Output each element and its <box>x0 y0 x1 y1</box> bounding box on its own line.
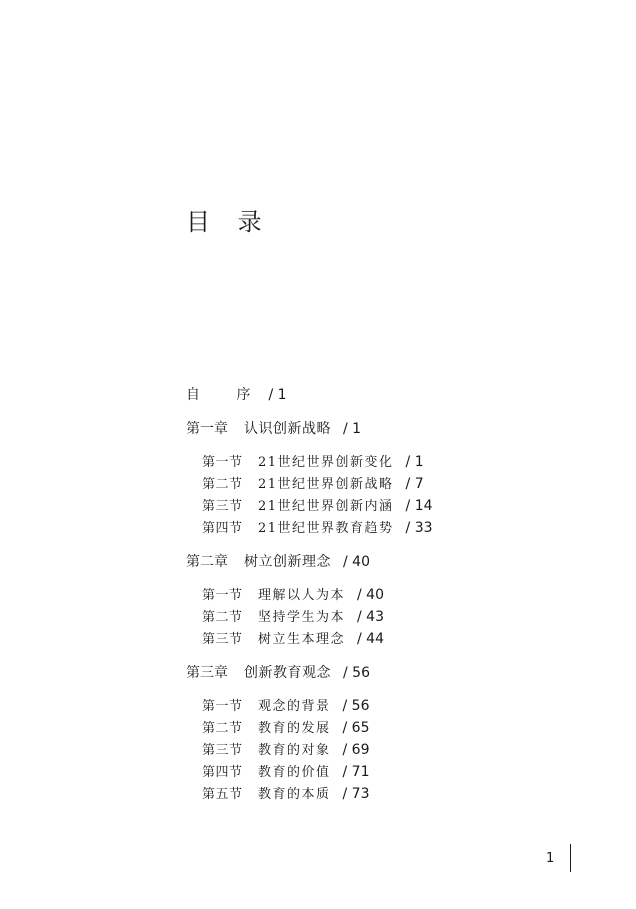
section-label: 第一节 <box>202 699 243 714</box>
toc-entry-chapter-1[interactable] <box>186 418 566 440</box>
section-page: / 40 <box>357 587 384 603</box>
toc-entry-chapter-3[interactable] <box>186 662 566 684</box>
chapter-2 <box>186 551 566 650</box>
section-page: / 1 <box>405 454 424 470</box>
section-title: 坚持学生为本 <box>258 610 346 625</box>
section-label: 第三节 <box>202 632 243 647</box>
chapter-1 <box>186 418 566 539</box>
preface-label: 自 序 <box>186 387 267 403</box>
chapter-title: 认识创新战略 <box>244 421 331 437</box>
toc-entry-section[interactable] <box>202 517 566 539</box>
section-label: 第四节 <box>202 765 243 780</box>
toc-entry-preface[interactable] <box>186 384 566 406</box>
page-title: 目 录 <box>186 208 272 236</box>
toc-entry-section[interactable] <box>202 473 566 495</box>
section-title: 21世纪世界创新内涵 <box>258 499 394 514</box>
section-page: / 73 <box>342 786 370 802</box>
toc-entry-section[interactable] <box>202 761 566 783</box>
chapter-3 <box>186 662 566 805</box>
toc-entry-section[interactable] <box>202 606 566 628</box>
toc-entry-section[interactable] <box>202 717 566 739</box>
chapter-title: 树立创新理念 <box>244 554 331 570</box>
toc-entry-section[interactable] <box>202 695 566 717</box>
page-number: 1 <box>546 851 555 866</box>
section-label: 第一节 <box>202 588 243 603</box>
section-label: 第二节 <box>202 721 243 736</box>
chapter-label: 第二章 <box>186 554 228 570</box>
chapter-page: / 1 <box>343 421 362 437</box>
section-title: 21世纪世界教育趋势 <box>258 521 394 536</box>
section-label: 第一节 <box>202 455 243 470</box>
section-page: / 44 <box>357 631 384 647</box>
toc-entry-section[interactable] <box>202 783 566 805</box>
toc-entry-chapter-2[interactable] <box>186 551 566 573</box>
section-page: / 56 <box>342 698 370 714</box>
section-list <box>186 695 566 805</box>
section-title: 21世纪世界创新战略 <box>258 477 394 492</box>
section-list <box>186 584 566 650</box>
section-page: / 33 <box>405 520 433 536</box>
section-label: 第三节 <box>202 743 243 758</box>
toc-entry-section[interactable] <box>202 451 566 473</box>
section-title: 树立生本理念 <box>258 632 346 647</box>
preface-page: / 1 <box>268 387 287 403</box>
section-title: 教育的本质 <box>258 787 331 802</box>
chapter-page: / 40 <box>343 554 370 570</box>
toc-entry-section[interactable] <box>202 495 566 517</box>
section-title: 教育的对象 <box>258 743 331 758</box>
section-page: / 71 <box>342 764 370 780</box>
section-title: 观念的背景 <box>258 699 331 714</box>
section-title: 理解以人为本 <box>258 588 346 603</box>
section-label: 第五节 <box>202 787 243 802</box>
chapter-title: 创新教育观念 <box>244 665 331 681</box>
section-page: / 65 <box>342 720 370 736</box>
section-page: / 43 <box>357 609 384 625</box>
section-label: 第二节 <box>202 477 243 492</box>
section-page: / 14 <box>405 498 433 514</box>
section-label: 第二节 <box>202 610 243 625</box>
chapter-label: 第一章 <box>186 421 228 437</box>
section-label: 第四节 <box>202 521 243 536</box>
toc-entry-section[interactable] <box>202 628 566 650</box>
footer-divider <box>570 844 571 872</box>
section-page: / 69 <box>342 742 370 758</box>
table-of-contents <box>186 384 566 817</box>
toc-entry-section[interactable] <box>202 584 566 606</box>
section-list <box>186 451 566 539</box>
section-title: 教育的发展 <box>258 721 331 736</box>
section-label: 第三节 <box>202 499 243 514</box>
section-page: / 7 <box>405 476 424 492</box>
chapter-page: / 56 <box>343 665 370 681</box>
section-title: 教育的价值 <box>258 765 331 780</box>
section-title: 21世纪世界创新变化 <box>258 455 394 470</box>
toc-entry-section[interactable] <box>202 739 566 761</box>
chapter-label: 第三章 <box>186 665 228 681</box>
